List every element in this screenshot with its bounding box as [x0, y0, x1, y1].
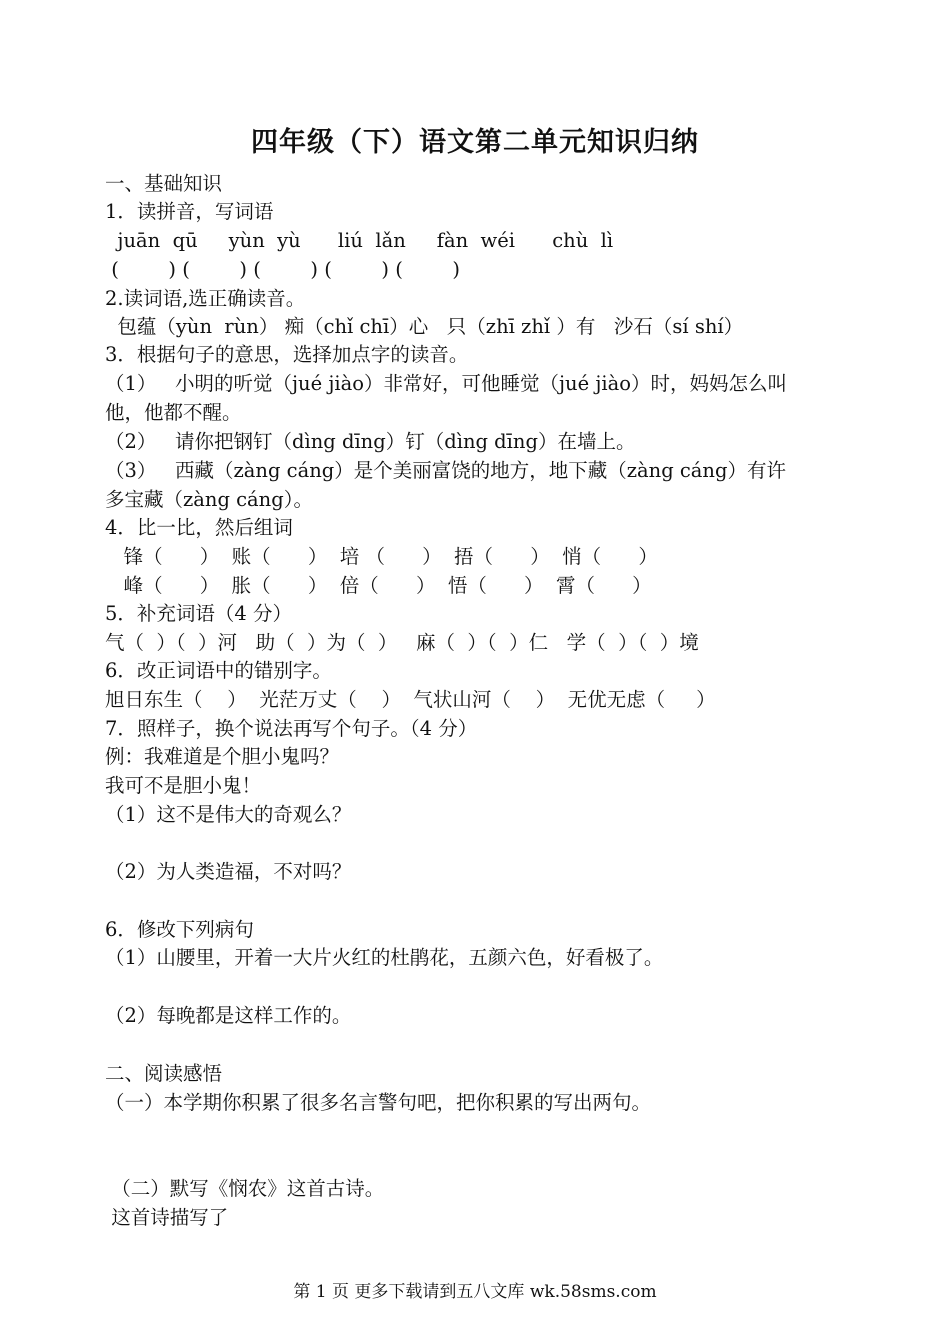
question-3-heading: 3．根据句子的意思，选择加点字的读音。 — [105, 343, 469, 366]
question-3-item-3-cont: 多宝藏（zàng cáng）。 — [105, 488, 313, 511]
question-3-item-3: （3） 西藏（zàng cáng）是个美丽富饶的地方，地下藏（zàng cáng）有许 — [105, 459, 786, 482]
question-4-row-2: 峰（ ） 胀（ ） 倍（ ） 悟（ ） 霄（ ） — [105, 574, 652, 597]
answer-blanks-row: ( ) ( ) ( ) ( ) ( ) — [105, 258, 461, 281]
reading-item-1: （一）本学期你积累了很多名言警句吧，把你积累的写出两句。 — [105, 1091, 652, 1114]
section-reading: 二、阅读感悟 — [105, 1062, 223, 1085]
reading-item-2-prompt: 这首诗描写了 — [105, 1206, 229, 1229]
question-2-heading: 2.读词语,选正确读音。 — [105, 287, 306, 310]
question-4-heading: 4．比一比，然后组词 — [105, 516, 293, 539]
question-3-item-1: （1） 小明的听觉（jué jiào）非常好，可他睡觉（jué jiào）时，妈妈怎么叫 — [105, 372, 787, 395]
question-7-heading: 7．照样子，换个说法再写个句子。（4 分） — [105, 717, 478, 740]
question-8-item-2: （2）每晚都是这样工作的。 — [105, 1004, 352, 1027]
pinyin-row: juān qū yùn yù liú lǎn fàn wéi chù lì — [105, 229, 614, 252]
reading-item-2: （二）默写《悯农》这首古诗。 — [105, 1177, 385, 1200]
question-3-item-1-cont: 他，他都不醒。 — [105, 401, 242, 424]
question-8-heading: 6．修改下列病句 — [105, 918, 254, 941]
question-5-items: 气（ ）（ ）河 助（ ）为（ ） 麻（ ）（ ）仁 学（ ）（ ）境 — [105, 631, 699, 654]
question-1-heading: 1．读拼音，写词语 — [105, 200, 274, 223]
question-6-heading: 6．改正词语中的错别字。 — [105, 659, 332, 682]
question-8-item-1: （1）山腰里，开着一大片火红的杜鹃花，五颜六色，好看极了。 — [105, 946, 664, 969]
page-footer: 第 1 页 更多下载请到五八文库 wk.58sms.com — [293, 1282, 657, 1302]
question-3-item-2: （2） 请你把钢钉（dìng dīng）钉（dìng dīng）在墙上。 — [105, 430, 636, 453]
section-basic-knowledge: 一、基础知识 — [105, 172, 223, 195]
question-5-heading: 5．补充词语（4 分） — [105, 602, 293, 625]
question-6-items: 旭日东生（ ） 光茫万丈（ ） 气状山河（ ） 无优无虑（ ） — [105, 688, 716, 711]
question-4-row-1: 锋（ ） 账（ ） 培 （ ） 捂（ ） 悄（ ） — [105, 545, 658, 568]
question-7-example-answer: 我可不是胆小鬼！ — [105, 774, 262, 797]
question-7-item-2: （2）为人类造福，不对吗？ — [105, 860, 352, 883]
question-7-item-1: （1）这不是伟大的奇观么？ — [105, 803, 352, 826]
question-2-words: 包蕴（yùn rùn） 痴（chǐ chī）心 只（zhī zhǐ ）有 沙石（sí shí） — [105, 315, 744, 338]
question-7-example: 例：我难道是个胆小鬼吗？ — [105, 745, 340, 768]
page-title: 四年级（下）语文第二单元知识归纳 — [251, 127, 699, 158]
